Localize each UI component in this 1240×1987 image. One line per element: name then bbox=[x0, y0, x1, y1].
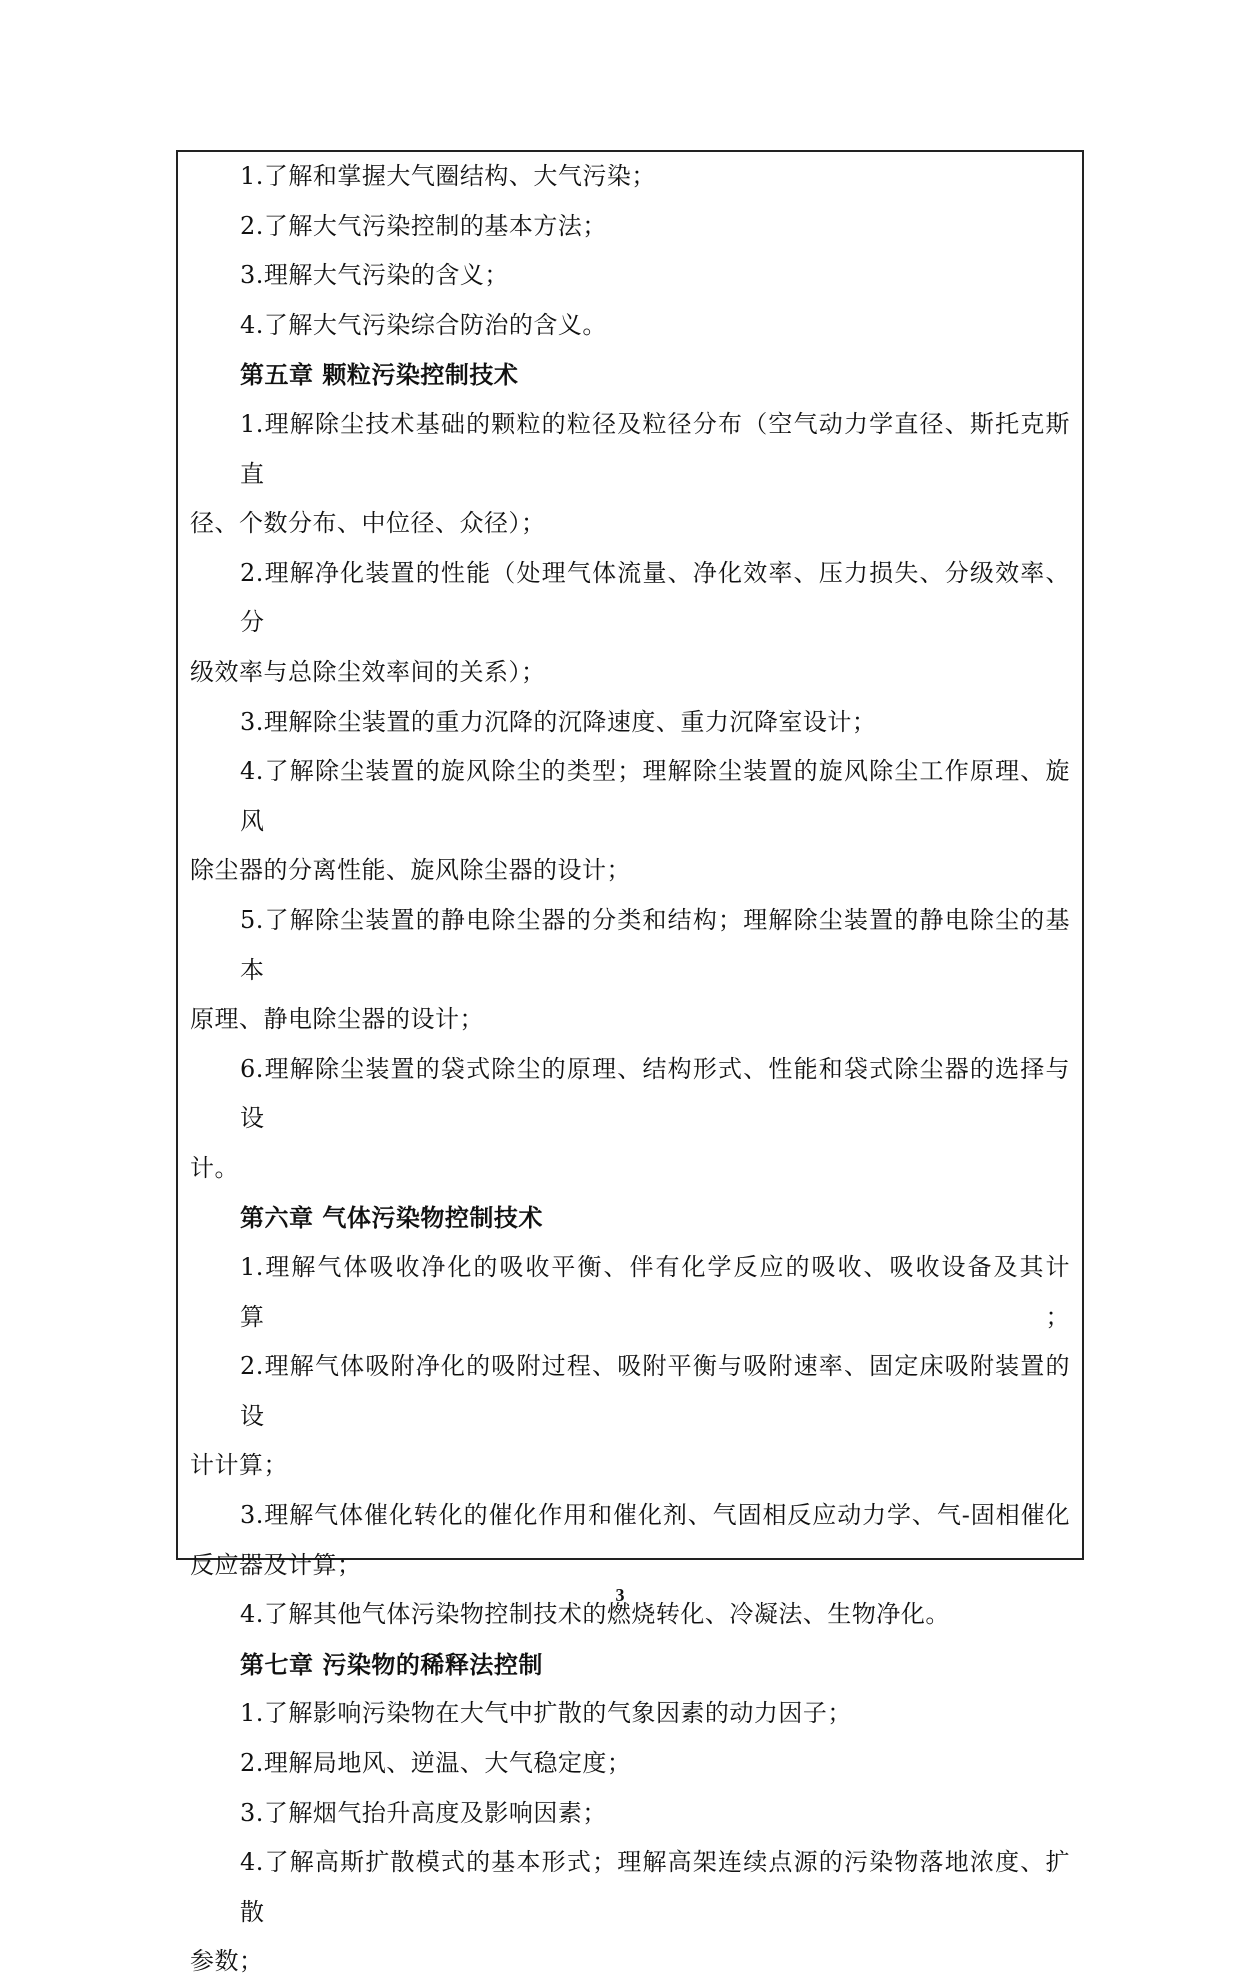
list-item: 3.理解除尘装置的重力沉降的沉降速度、重力沉降室设计； bbox=[240, 707, 877, 736]
list-item: 2.理解净化装置的性能（处理气体流量、净化效率、压力损失、分级效率、分 bbox=[240, 558, 1070, 637]
list-item: 2.了解大气污染控制的基本方法； bbox=[240, 211, 607, 240]
chapter-heading: 第五章 颗粒污染控制技术 bbox=[240, 360, 519, 390]
list-item: 1.了解和掌握大气圈结构、大气污染； bbox=[240, 162, 656, 190]
list-item-continuation: 径、个数分布、中位径、众径）； bbox=[190, 509, 546, 538]
syllabus-text bbox=[190, 152, 1070, 1987]
list-item: 4.了解高斯扩散模式的基本形式；理解高架连续点源的污染物落地浓度、扩散 bbox=[240, 1848, 1070, 1926]
list-item: 1.理解气体吸收净化的吸收平衡、伴有化学反应的吸收、吸收设备及其计算； bbox=[240, 1253, 1070, 1331]
list-item-continuation: 参数； bbox=[190, 1947, 264, 1976]
list-item: 2.理解局地风、逆温、大气稳定度； bbox=[240, 1749, 632, 1777]
list-item-continuation: 反应器及计算； bbox=[190, 1550, 362, 1579]
page-number: 3 bbox=[615, 1585, 625, 1605]
list-item: 4.了解除尘装置的旋风除尘的类型；理解除尘装置的旋风除尘工作原理、旋风 bbox=[240, 757, 1070, 835]
list-item: 3.理解大气污染的含义； bbox=[240, 261, 509, 290]
list-item: 2.理解气体吸附净化的吸附过程、吸附平衡与吸附速率、固定床吸附装置的设 bbox=[240, 1352, 1070, 1430]
content-table-cell bbox=[176, 150, 1084, 1976]
list-item: 1.了解影响污染物在大气中扩散的气象因素的动力因子； bbox=[240, 1699, 852, 1728]
list-item-continuation: 原理、静电除尘器的设计； bbox=[190, 1005, 484, 1034]
list-item-continuation: 计。 bbox=[190, 1153, 239, 1182]
list-item: 1.理解除尘技术基础的颗粒的粒径及粒径分布（空气动力学直径、斯托克斯直 bbox=[240, 409, 1070, 488]
chapter-heading: 第七章 污染物的稀释法控制 bbox=[240, 1649, 543, 1679]
list-item: 6.理解除尘装置的袋式除尘的原理、结构形式、性能和袋式除尘器的选择与设 bbox=[240, 1054, 1070, 1133]
list-item: 3.理解气体催化转化的催化作用和催化剂、气固相反应动力学、气-固相催化 bbox=[240, 1501, 1070, 1530]
list-item: 5.了解除尘装置的静电除尘器的分类和结构；理解除尘装置的静电除尘的基本 bbox=[240, 905, 1070, 984]
list-item-continuation: 计计算； bbox=[190, 1451, 288, 1480]
list-item: 4.了解大气污染综合防治的含义。 bbox=[240, 310, 607, 339]
list-item: 3.了解烟气抬升高度及影响因素； bbox=[240, 1798, 607, 1827]
list-item-continuation: 除尘器的分离性能、旋风除尘器的设计； bbox=[190, 856, 631, 885]
chapter-heading: 第六章 气体污染物控制技术 bbox=[240, 1203, 543, 1233]
list-item-continuation: 级效率与总除尘效率间的关系）； bbox=[190, 657, 546, 686]
list-item: 4.了解其他气体污染物控制技术的燃烧转化、冷凝法、生物净化。 bbox=[240, 1600, 950, 1629]
